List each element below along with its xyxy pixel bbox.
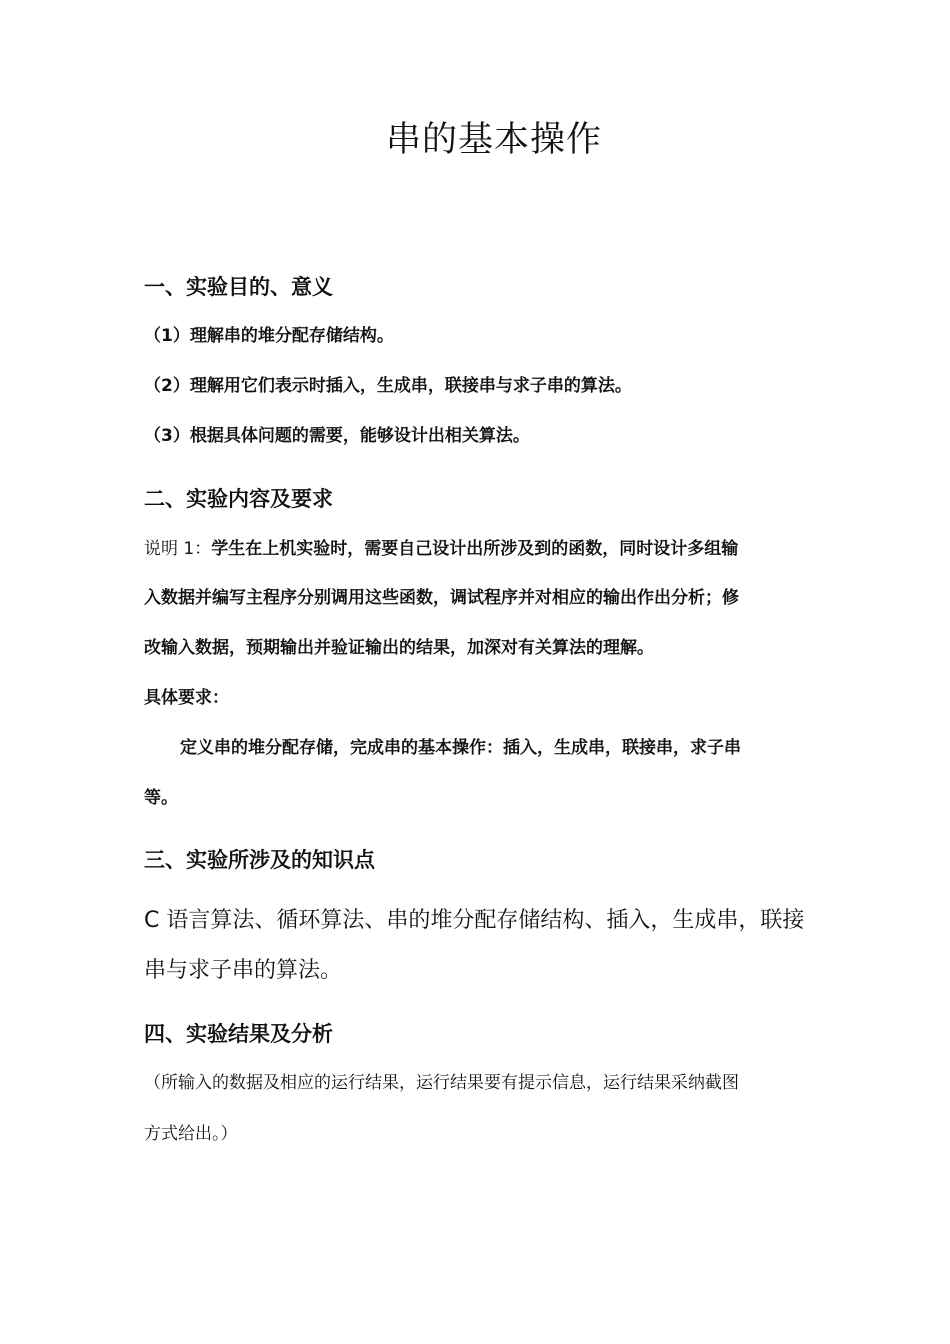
results-line-2: 方式给出。） (144, 1124, 238, 1144)
note-label: 说明 1： (144, 539, 212, 559)
requirements-line-2: 等。 (144, 788, 178, 808)
section-heading-2: 二、实验内容及要求 (144, 487, 333, 511)
note-line-2: 入数据并编写主程序分别调用这些函数，调试程序并对相应的输出作出分析；修 (144, 588, 739, 608)
requirements-line-1: 定义串的堆分配存储，完成串的基本操作：插入，生成串，联接串，求子串 (180, 738, 741, 758)
knowledge-line-1: C 语言算法、循环算法、串的堆分配存储结构、插入，生成串，联接 (144, 908, 805, 933)
note-line-1 (144, 536, 738, 562)
objective-item-1: （1）理解串的堆分配存储结构。 (144, 326, 394, 346)
requirements-label: 具体要求： (144, 688, 229, 708)
section-heading-4: 四、实验结果及分析 (144, 1022, 333, 1046)
note-line-3: 改输入数据，预期输出并验证输出的结果，加深对有关算法的理解。 (144, 638, 654, 658)
section-heading-3: 三、实验所涉及的知识点 (144, 848, 375, 872)
knowledge-line-2: 串与求子串的算法。 (144, 958, 343, 983)
results-line-1: （所输入的数据及相应的运行结果，运行结果要有提示信息，运行结果采纳截图 (144, 1073, 739, 1093)
section-heading-1: 一、实验目的、意义 (144, 275, 333, 299)
objective-item-2: （2）理解用它们表示时插入，生成串，联接串与求子串的算法。 (144, 376, 632, 396)
page-title: 串的基本操作 (385, 120, 602, 160)
note-text-1: 学生在上机实验时，需要自己设计出所涉及到的函数，同时设计多组输 (211, 539, 739, 559)
objective-item-3: （3）根据具体问题的需要，能够设计出相关算法。 (144, 426, 530, 446)
